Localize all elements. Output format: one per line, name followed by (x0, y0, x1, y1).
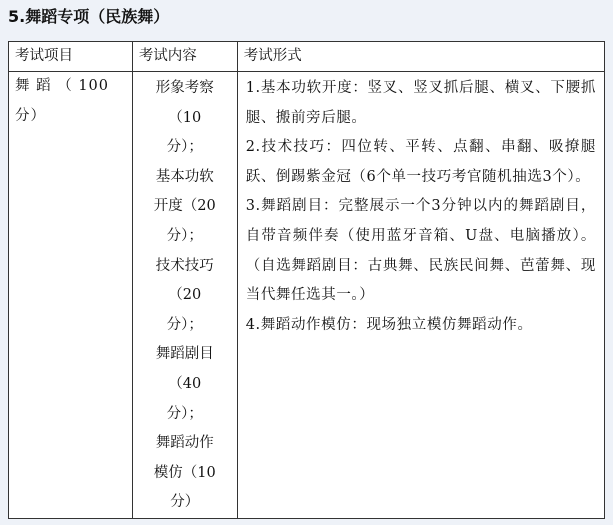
content-line: 分） (170, 494, 200, 511)
form-item: 1.基本功软开度：竖叉、竖叉抓后腿、横叉、下腰抓腿、搬前旁后腿。 (245, 80, 596, 126)
section-title: 5.舞蹈专项（民族舞） (8, 7, 170, 26)
content-line: 分）； (166, 405, 203, 422)
content-line: 模仿（10 (153, 464, 216, 481)
content-line: 舞蹈动作 (155, 435, 214, 452)
content-line: （40 (168, 375, 202, 392)
form-item: 3.舞蹈剧目：完整展示一个3分钟以内的舞蹈剧目，自带音频伴奏（使用蓝牙音箱、U盘、电脑播放）。（自选舞蹈剧目：古典舞、民族民间舞、芭蕾舞、现当代舞任选其一。） (245, 198, 596, 304)
exam-table (8, 41, 605, 519)
header-project: 考试项目 (9, 42, 133, 72)
table-header-row (9, 42, 605, 72)
content-line: 分）； (166, 227, 203, 244)
content-line: 舞蹈剧目 (155, 346, 214, 363)
header-content: 考试内容 (132, 42, 237, 72)
content-line: 分）； (166, 139, 203, 156)
content-line: 开度（20 (153, 198, 216, 215)
content-line: 形象考察 (155, 80, 214, 96)
project-cell: 舞 蹈 （ 100 分） (9, 72, 133, 519)
content-line: （10 (168, 109, 202, 126)
header-form: 考试形式 (237, 42, 604, 72)
form-item: 2.技术技巧：四位转、平转、点翻、串翻、吸撩腿跃、倒踢紫金冠（6个单一技巧考官随机抽选3个）。 (245, 139, 596, 185)
content-line: 技术技巧 (155, 257, 214, 274)
form-item: 4.舞蹈动作模仿：现场独立模仿舞蹈动作。 (245, 316, 533, 333)
content-line: 分）； (166, 316, 203, 333)
content-line: （20 (168, 287, 202, 304)
table-row (9, 72, 605, 519)
content-line: 基本功软 (155, 168, 214, 185)
form-cell (237, 72, 604, 519)
content-cell (132, 72, 237, 519)
